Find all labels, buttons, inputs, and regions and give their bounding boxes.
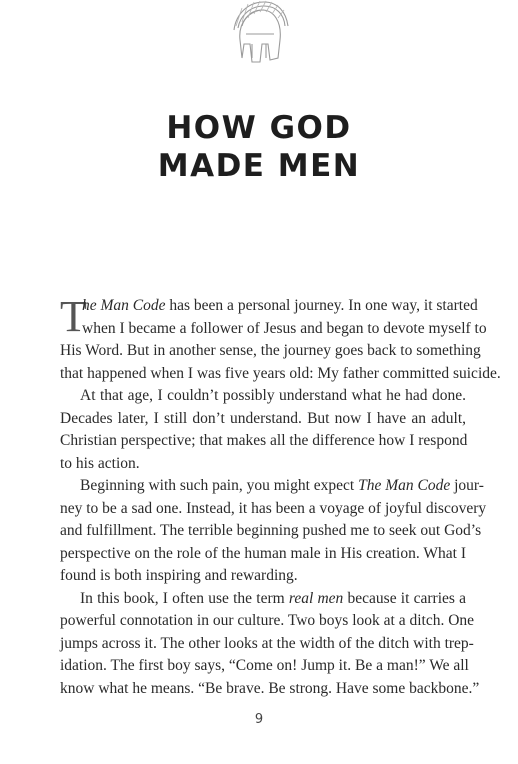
text-line: when I became a follower of Jesus and began to devote myself to: [82, 319, 487, 337]
text-line: jumps across it. The other looks at the width of the ditch with trep-: [60, 634, 474, 652]
text-line: Decades later, I still don’t understand. But now I have an adult,: [60, 409, 466, 427]
text-line: [60, 588, 466, 611]
text-span: because it carries a: [343, 589, 466, 607]
text-line: know what he means. “Be brave. Be strong. Have some backbone.”: [60, 679, 480, 697]
text-span: jour-: [450, 477, 484, 494]
text-line: Christian perspective; that makes all the difference how I respond: [60, 432, 468, 449]
text-line: perspective on the role of the human male in His creation. What I: [60, 544, 466, 562]
italic-term: real men: [288, 589, 344, 607]
text-line: At that age, I couldn’t possibly understand what he had done.: [80, 387, 466, 404]
chapter-body: [60, 292, 501, 700]
italic-book-title: he Man Code: [82, 297, 166, 314]
text-line: His Word. But in another sense, the journey goes back to something: [60, 342, 481, 359]
text-line: and fulfillment. The terrible beginning pushed me to seek out God’s: [60, 522, 482, 539]
text-line: powerful connotation in our culture. Two boys look at a ditch. One: [60, 612, 475, 629]
text-line: [60, 295, 478, 318]
text-line: found is both inspiring and rewarding.: [60, 567, 298, 584]
text-span: Beginning with such pain, you might expect: [80, 477, 359, 494]
text-line: that happened when I was five years old: My father committed suicide.: [60, 364, 501, 382]
italic-book-title: The Man Code: [358, 477, 451, 494]
drop-cap: T: [60, 292, 87, 341]
text-line: to his action.: [60, 454, 140, 472]
chapter-title-line-1: HOW GOD: [166, 110, 352, 146]
text-line: idation. The first boy says, “Come on! Jump it. Be a man!” We all: [60, 657, 469, 674]
spartan-helmet-icon: [222, 0, 290, 70]
text-span: has been a personal journey. In one way, it started: [165, 297, 478, 314]
page-number: 9: [254, 712, 264, 727]
text-span: In this book, I often use the term: [80, 589, 289, 607]
chapter-title-line-2: MADE MEN: [157, 148, 361, 184]
text-line: [60, 475, 484, 498]
text-line: ney to be a sad one. Instead, it has been a voyage of joyful discovery: [60, 499, 487, 517]
